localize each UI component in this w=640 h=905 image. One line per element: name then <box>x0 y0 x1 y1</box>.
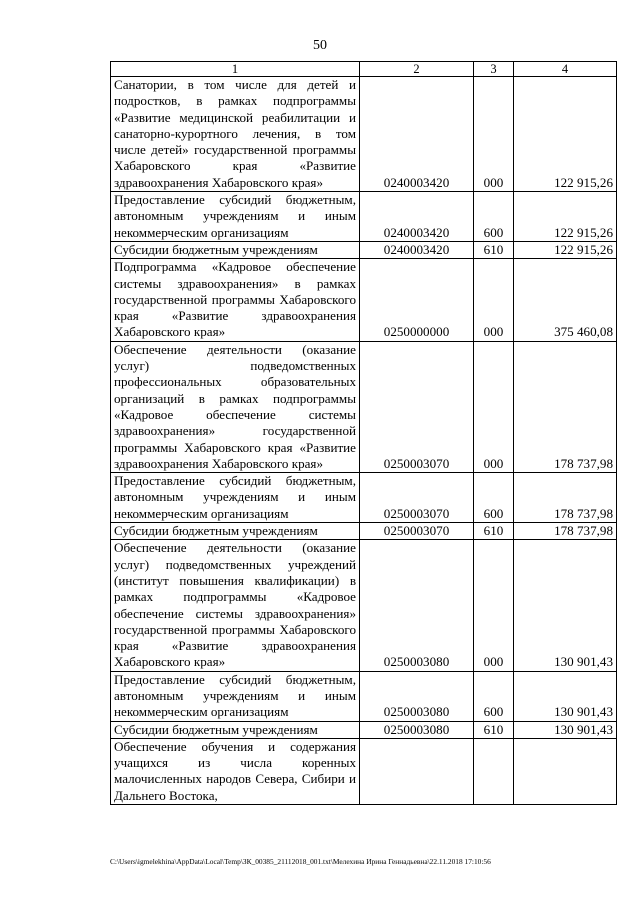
row-amount: 122 915,26 <box>514 192 617 242</box>
row-code: 0250003080 <box>360 540 474 671</box>
row-name: Субсидии бюджетным учреждениям <box>111 721 360 738</box>
table-row <box>111 77 617 192</box>
row-vr: 600 <box>474 192 514 242</box>
file-path-footer: C:\Users\igmelekhina\AppData\Local\Temp\ЗК_00385_21112018_001.txt\Мелехина Ирина Геннадьевна\22.11.2018 17:10:56 <box>110 857 491 866</box>
row-name: Обеспечение обучения и содержания учащихся из числа коренных малочисленных народов Севера, Сибири и Дальнего Востока, <box>111 738 360 804</box>
table-row <box>111 738 617 804</box>
row-amount: 178 737,98 <box>514 341 617 472</box>
row-amount: 178 737,98 <box>514 523 617 540</box>
header-col-4: 4 <box>514 62 617 77</box>
row-code: 0240003420 <box>360 77 474 192</box>
row-code <box>360 738 474 804</box>
table-row <box>111 241 617 258</box>
table-row <box>111 473 617 523</box>
row-name: Предоставление субсидий бюджетным, автономным учреждениям и иным некоммерческим организациям <box>111 473 360 523</box>
row-vr: 600 <box>474 473 514 523</box>
row-code: 0250000000 <box>360 259 474 341</box>
row-code: 0250003070 <box>360 523 474 540</box>
row-vr: 000 <box>474 341 514 472</box>
row-name: Обеспечение деятельности (оказание услуг) подведомственных профессиональных образовательных организаций в рамках подпрограммы «Кадровое обеспечение системы здравоохранения» государственной программы Хабаровского края «Развитие здравоохранения Хабаровского края» <box>111 341 360 472</box>
row-amount <box>514 738 617 804</box>
row-name: Предоставление субсидий бюджетным, автономным учреждениям и иным некоммерческим организациям <box>111 671 360 721</box>
row-amount: 122 915,26 <box>514 241 617 258</box>
row-code: 0250003080 <box>360 671 474 721</box>
table-row <box>111 721 617 738</box>
table-row <box>111 259 617 341</box>
header-col-3: 3 <box>474 62 514 77</box>
row-amount: 375 460,08 <box>514 259 617 341</box>
row-name: Обеспечение деятельности (оказание услуг) подведомственных учреждений (институт повышения квалификации) в рамках подпрограммы «Кадровое обеспечение системы здравоохранения» государственной программы Хабаровского края «Развитие здравоохранения Хабаровского края» <box>111 540 360 671</box>
row-vr: 000 <box>474 259 514 341</box>
row-amount: 130 901,43 <box>514 540 617 671</box>
page-number: 50 <box>313 38 327 53</box>
budget-table <box>110 61 617 805</box>
row-code: 0240003420 <box>360 241 474 258</box>
row-code: 0250003070 <box>360 473 474 523</box>
row-vr: 000 <box>474 77 514 192</box>
row-vr: 610 <box>474 241 514 258</box>
row-code: 0250003080 <box>360 721 474 738</box>
row-code: 0250003070 <box>360 341 474 472</box>
table-row <box>111 192 617 242</box>
row-amount: 130 901,43 <box>514 671 617 721</box>
table-header-row <box>111 62 617 77</box>
row-name: Предоставление субсидий бюджетным, автономным учреждениям и иным некоммерческим организациям <box>111 192 360 242</box>
row-vr: 000 <box>474 540 514 671</box>
table-row <box>111 671 617 721</box>
row-name: Санатории, в том числе для детей и подростков, в рамках подпрограммы «Развитие медицинской реабилитации и санаторно-курортного лечения, в том числе детей» государственной программы Хабаровского края «Развитие здравоохранения Хабаровского края» <box>111 77 360 192</box>
row-code: 0240003420 <box>360 192 474 242</box>
row-amount: 122 915,26 <box>514 77 617 192</box>
row-vr: 610 <box>474 523 514 540</box>
table-row <box>111 540 617 671</box>
row-amount: 130 901,43 <box>514 721 617 738</box>
row-vr: 600 <box>474 671 514 721</box>
row-name: Подпрограмма «Кадровое обеспечение системы здравоохранения» в рамках государственной программы Хабаровского края «Развитие здравоохранения Хабаровского края» <box>111 259 360 341</box>
row-vr: 610 <box>474 721 514 738</box>
row-name: Субсидии бюджетным учреждениям <box>111 523 360 540</box>
header-col-2: 2 <box>360 62 474 77</box>
row-name: Субсидии бюджетным учреждениям <box>111 241 360 258</box>
row-amount: 178 737,98 <box>514 473 617 523</box>
table-row <box>111 341 617 472</box>
header-col-1: 1 <box>111 62 360 77</box>
table-row <box>111 523 617 540</box>
row-vr <box>474 738 514 804</box>
